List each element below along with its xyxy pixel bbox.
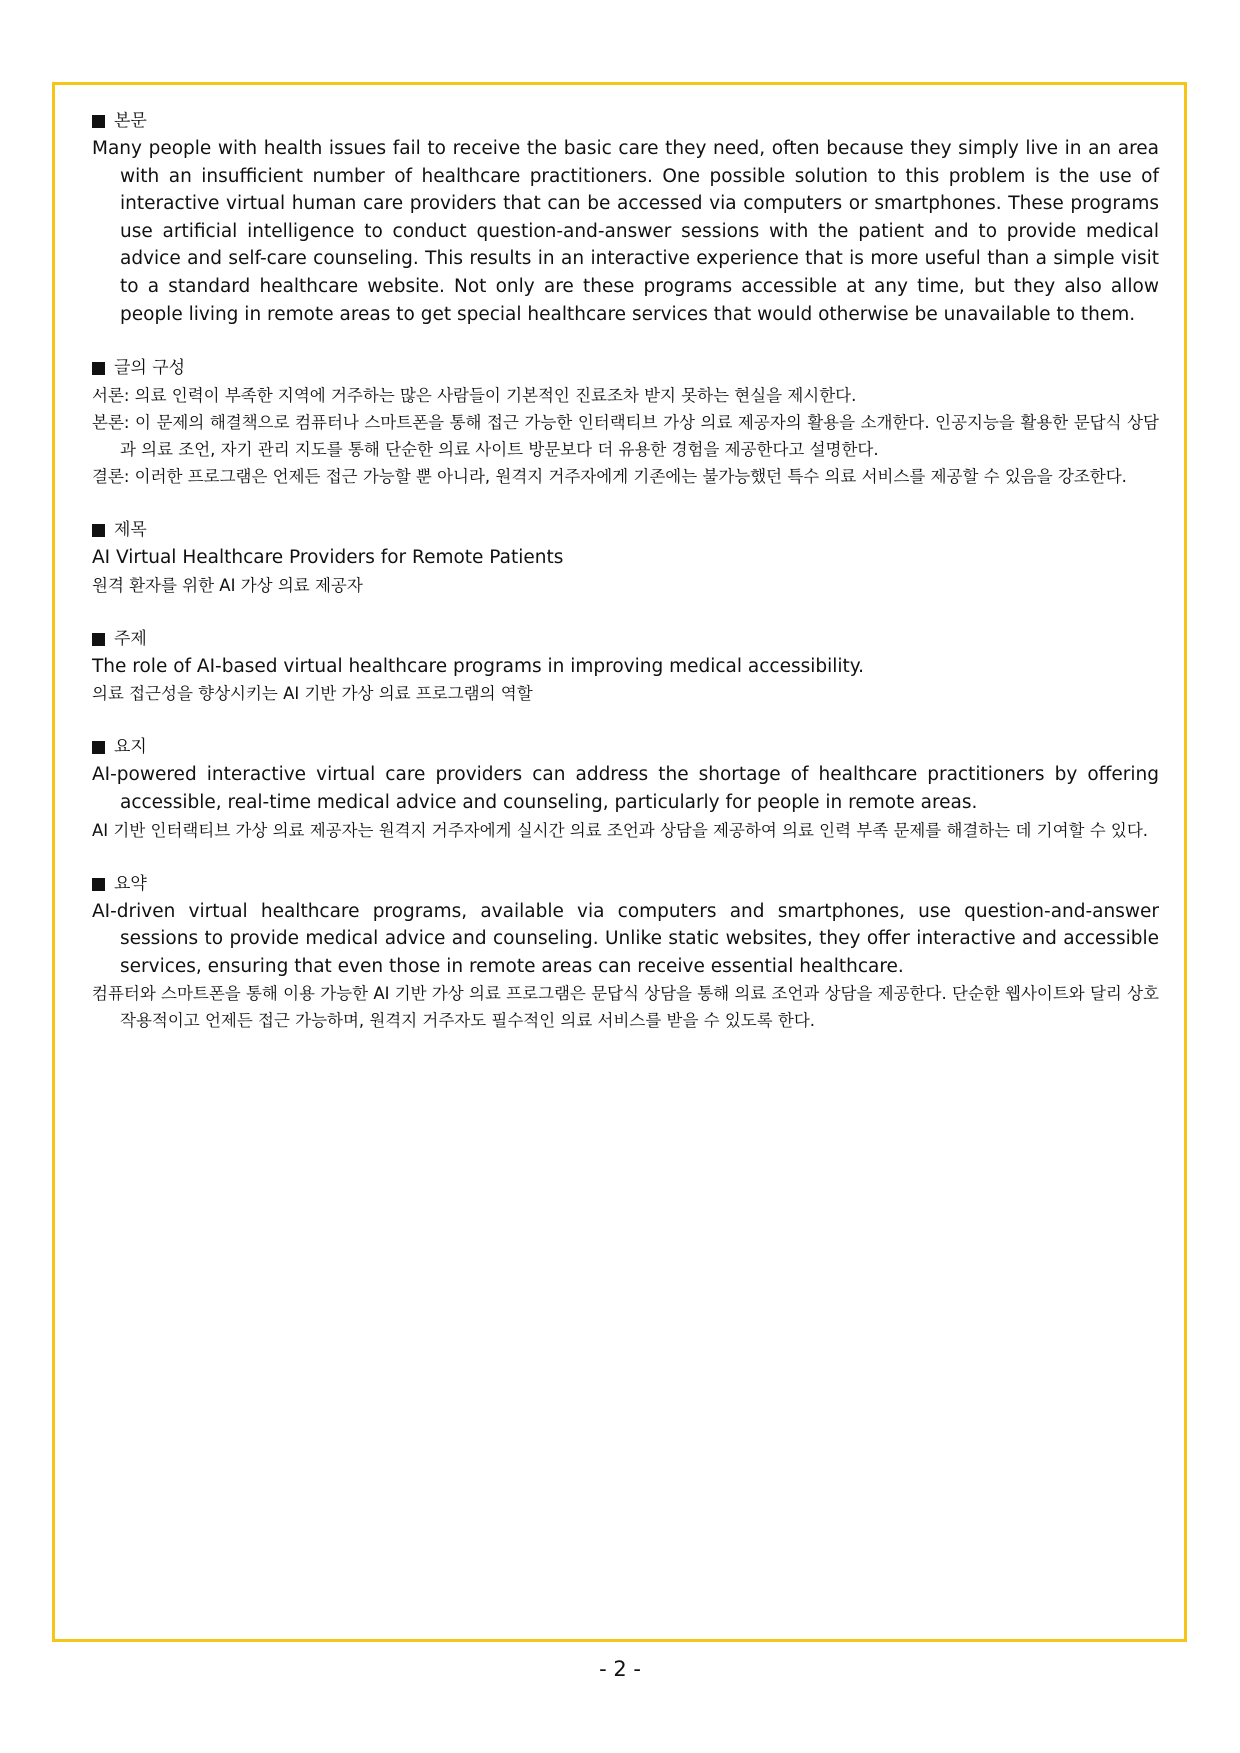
section-heading — [92, 355, 1159, 382]
section-heading — [92, 734, 1159, 761]
structure-conclusion: 결론: 이러한 프로그램은 언제든 접근 가능할 뿐 아니라, 원격지 거주자에게 기존에는 불가능했던 특수 의료 서비스를 제공할 수 있음을 강조한다. — [92, 467, 1127, 487]
structure-intro: 서론: 의료 인력이 부족한 지역에 거주하는 많은 사람들이 기본적인 진료조차 받지 못하는 현실을 제시한다. — [92, 386, 857, 406]
title-section — [92, 517, 1159, 599]
gist-section — [92, 734, 1159, 843]
gist-en: AI-powered interactive virtual care providers can address the shortage of healthcare practitioners by offering accessible, real-time medical advice and counseling, particularly for people in remote areas. — [92, 764, 1159, 813]
section-heading — [92, 517, 1159, 544]
title-ko: 원격 환자를 위한 AI 가상 의료 제공자 — [92, 575, 363, 595]
gist-ko: AI 기반 인터랙티브 가상 의료 제공자는 원격지 거주자에게 실시간 의료 조언과 상담을 제공하여 의료 인력 부족 문제를 해결하는 데 기여할 수 있다. — [92, 820, 1149, 840]
heading-label: 제목 — [114, 520, 147, 541]
summary-en: AI-driven virtual healthcare programs, available via computers and smartphones, use question-and-answer sessions to provide medical advice and counseling. Unlike static websites, they offer interactive and accessible services, ensuring that even those in remote areas can receive essential healthcare. — [92, 900, 1159, 977]
square-bullet-icon — [92, 878, 105, 891]
structure-section — [92, 355, 1159, 490]
heading-label: 요지 — [114, 737, 147, 758]
page-number: - 2 - — [599, 1657, 641, 1681]
summary-ko: 컴퓨터와 스마트폰을 통해 이용 가능한 AI 기반 가상 의료 프로그램은 문답식 상담을 통해 의료 조언과 상담을 제공한다. 단순한 웹사이트와 달리 상호작용적이고 언제든 접근 가능하며, 원격지 거주자도 필수적인 의료 서비스를 받을 수 있도록 한다. — [92, 984, 1159, 1031]
heading-label: 글의 구성 — [114, 358, 186, 379]
section-heading — [92, 108, 1159, 135]
topic-ko: 의료 접근성을 향상시키는 AI 기반 가상 의료 프로그램의 역할 — [92, 684, 533, 704]
square-bullet-icon — [92, 633, 105, 646]
square-bullet-icon — [92, 115, 105, 128]
topic-en: The role of AI-based virtual healthcare programs in improving medical accessibility. — [92, 655, 864, 677]
summary-section — [92, 871, 1159, 1035]
section-heading — [92, 871, 1159, 898]
body-section — [92, 108, 1159, 328]
heading-label: 요약 — [114, 873, 147, 894]
title-en: AI Virtual Healthcare Providers for Remote Patients — [92, 547, 564, 569]
structure-main: 본론: 이 문제의 해결책으로 컴퓨터나 스마트폰을 통해 접근 가능한 인터랙티브 가상 의료 제공자의 활용을 소개한다. 인공지능을 활용한 문답식 상담과 의료 조언, 자기 관리 지도를 통해 단순한 의료 사이트 방문보다 더 유용한 경험을 제공한다고 설명한다. — [92, 413, 1159, 460]
square-bullet-icon — [92, 362, 105, 375]
body-text: Many people with health issues fail to receive the basic care they need, often because they simply live in an area with an insufficient number of healthcare practitioners. One possible solution to this problem is the use of interactive virtual human care providers that can be accessed via computers or smartphones. These programs use artificial intelligence to conduct question-and-answer sessions with the patient and to provide medical advice and self-care counseling. This results in an interactive experience that is more useful than a simple visit to a standard healthcare website. Not only are these programs accessible at any time, but they also allow people living in remote areas to get special healthcare services that would otherwise be unavailable to them. — [92, 138, 1159, 325]
heading-label: 주제 — [114, 628, 147, 649]
topic-section — [92, 626, 1159, 708]
page-content — [92, 108, 1159, 1061]
heading-label: 본문 — [114, 111, 147, 131]
section-heading — [92, 626, 1159, 653]
square-bullet-icon — [92, 524, 105, 537]
square-bullet-icon — [92, 741, 105, 754]
